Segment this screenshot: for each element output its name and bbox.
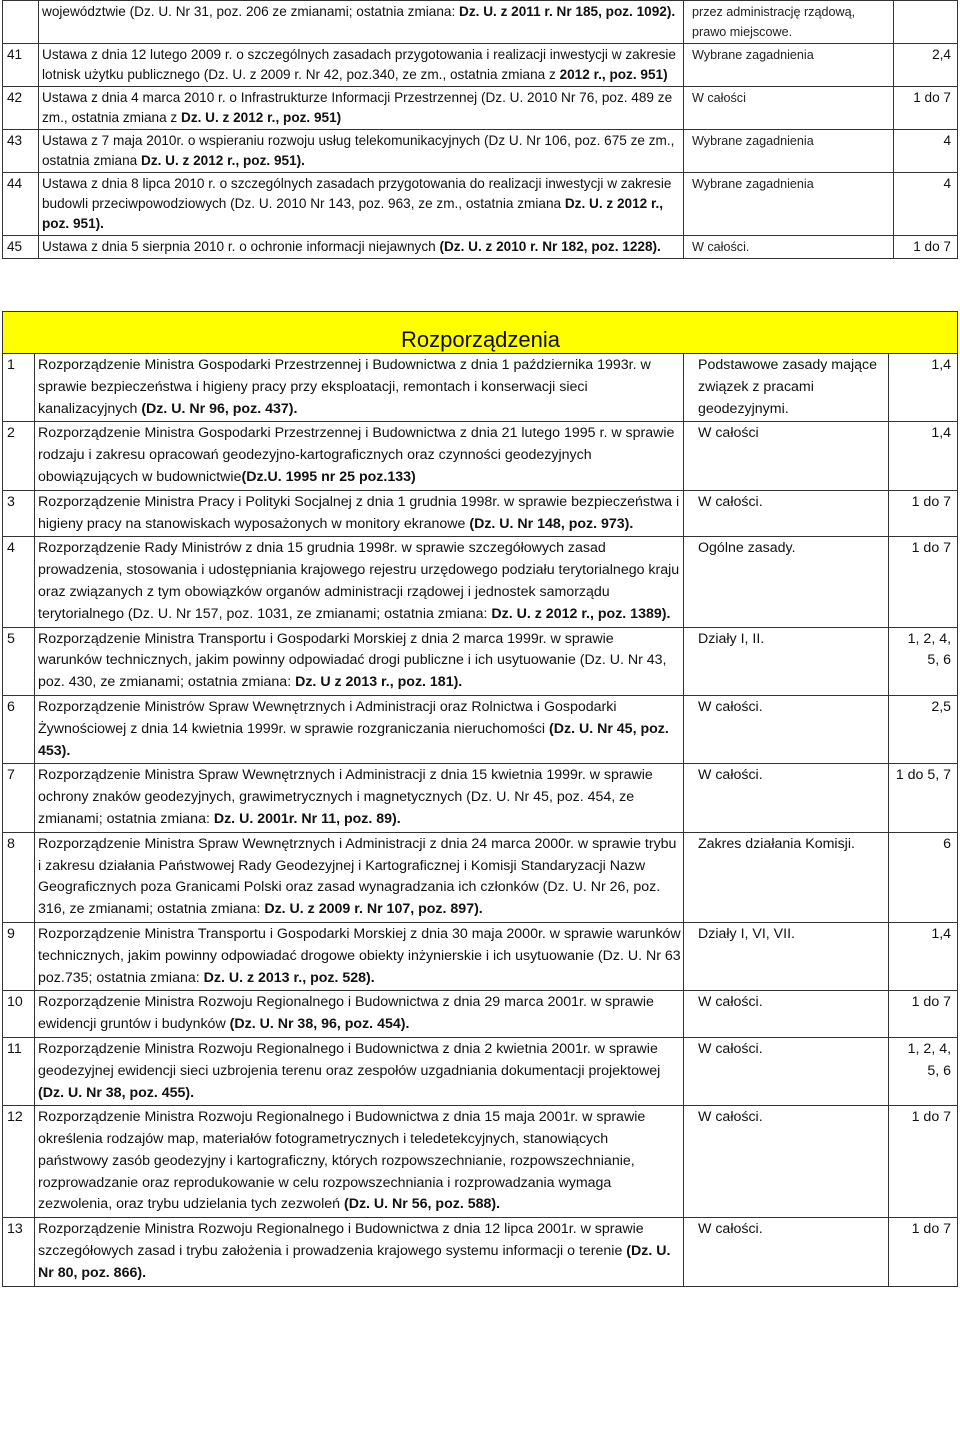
sections-cell: 1 do 7 — [894, 87, 958, 130]
act-title-text: Ustawa z dnia 5 sierpnia 2010 r. o ochronie informacji niejawnych — [42, 239, 440, 254]
sections-cell: 2,5 — [889, 695, 958, 763]
regulation-row — [3, 991, 958, 1038]
sections-cell: 1,4 — [889, 354, 958, 422]
scope-cell: W całości. — [684, 991, 889, 1038]
act-citation: Dz. U z 2013 r., poz. 181). — [295, 674, 463, 691]
act-title — [35, 1106, 684, 1218]
act-citation: Dz. U. z 2012 r., poz. 951) — [181, 110, 342, 125]
row-number: 6 — [3, 695, 35, 763]
row-number: 3 — [3, 490, 35, 537]
act-title — [35, 422, 684, 490]
act-title-text: Rozporządzenie Rady Ministrów z dnia 15 grudnia 1998r. w sprawie szczegółowych zasad prowadzenia, stosowania i udostępniania krajowego rejestru urzędowego podziału terytorialnego kraju oraz związanych z tym obowiązków organów administracji rządowej i jednostek samorządu terytorialnego (Dz. U. Nr 157, poz. 1031, ze zmianami; ostatnia zmiana: — [38, 540, 680, 622]
sections-cell: 1,4 — [889, 922, 958, 990]
regulation-row — [3, 922, 958, 990]
act-citation: Dz. U. z 2011 r. Nr 185, poz. 1092). — [459, 4, 676, 19]
act-citation: (Dz. U. Nr 80, poz. 866). — [38, 1243, 671, 1281]
law-row — [3, 130, 958, 173]
act-title — [39, 130, 684, 173]
sections-cell: 1, 2, 4, 5, 6 — [889, 627, 958, 695]
sections-cell: 1,4 — [889, 422, 958, 490]
scope-cell: W całości — [684, 87, 894, 130]
row-number: 2 — [3, 422, 35, 490]
regulation-row — [3, 354, 958, 422]
row-number — [3, 1, 39, 44]
act-title-text: Rozporządzenie Ministra Rozwoju Regionalnego i Budownictwa z dnia 2 kwietnia 2001r. w sprawie geodezyjnej ewidencji sieci uzbrojenia terenu oraz zespołów uzgadniania dokumentacji projektowej — [38, 1040, 661, 1079]
sections-cell: 2,4 — [894, 44, 958, 87]
act-title — [35, 764, 684, 832]
sections-cell: 1 do 7 — [889, 537, 958, 627]
regulation-row — [3, 1106, 958, 1218]
act-title — [35, 1218, 684, 1286]
row-number: 45 — [3, 236, 39, 259]
law-row — [3, 1, 958, 44]
act-citation: Dz. U. z 2013 r., poz. 528). — [203, 969, 375, 986]
regulations-heading-row — [3, 312, 958, 354]
act-title-text: Rozporządzenie Ministra Pracy i Polityki Socjalnej z dnia 1 grudnia 1998r. w sprawie bezpieczeństwa i higieny pracy na stanowiskach wyposażonych w monitory ekranowe — [38, 493, 680, 532]
scope-cell: Działy I, VI, VII. — [684, 922, 889, 990]
act-citation: (Dz. U. Nr 38, 96, poz. 454). — [229, 1016, 410, 1033]
scope-cell: Wybrane zagadnienia — [684, 44, 894, 87]
document-page — [2, 0, 957, 1287]
act-title — [35, 490, 684, 537]
regulation-row — [3, 832, 958, 922]
laws-table — [2, 0, 958, 259]
act-title-text: Rozporządzenie Ministra Rozwoju Regionalnego i Budownictwa z dnia 12 lipca 2001r. w sprawie szczegółowych zasad i trybu założenia i prowadzenia krajowego systemu informacji o terenie — [38, 1221, 644, 1260]
sections-cell: 1 do 7 — [889, 490, 958, 537]
row-number: 4 — [3, 537, 35, 627]
scope-cell: W całości. — [684, 490, 889, 537]
act-citation: 2012 r., poz. 951) — [559, 67, 668, 82]
scope-cell: W całości. — [684, 236, 894, 259]
act-title-text: Ustawa z dnia 8 lipca 2010 r. o szczególnych zasadach przygotowania do realizacji inwestycji w zakresie budowli przeciwpowodziowych (Dz. U. 2010 Nr 143, poz. 963, ze zm., ostatnia zmiana — [42, 176, 672, 211]
law-row — [3, 44, 958, 87]
regulation-row — [3, 1037, 958, 1105]
regulation-row — [3, 764, 958, 832]
act-title-text: Rozporządzenie Ministrów Spraw Wewnętrznych i Administracji oraz Rolnictwa i Gospodarki Żywnościowej z dnia 14 kwietnia 1999r. w sprawie rozgraniczania nieruchomości — [38, 698, 617, 737]
act-title-text: Rozporządzenie Ministra Gospodarki Przestrzennej i Budownictwa z dnia 21 lutego 1995 r. w sprawie rodzaju i zakresu opracowań geodezyjno-kartograficznych oraz czynności geodezyjnych obowiązujących w budownictwie — [38, 425, 675, 485]
act-title — [35, 1037, 684, 1105]
scope-cell: W całości. — [684, 695, 889, 763]
regulations-table — [2, 311, 958, 1287]
law-row — [3, 173, 958, 236]
sections-cell: 4 — [894, 130, 958, 173]
row-number: 12 — [3, 1106, 35, 1218]
sections-cell: 1 do 7 — [894, 236, 958, 259]
row-number: 5 — [3, 627, 35, 695]
act-title-text: Rozporządzenie Ministra Rozwoju Regionalnego i Budownictwa z dnia 15 maja 2001r. w sprawie określenia rodzajów map, materiałów fotogrametrycznych i teledetekcyjnych, stanowiących państwowy zasób geodezyjny i kartograficzny, których rozpowszechnianie, rozpowszechnianie, rozprowadzanie oraz reprodukowanie w celu rozpowszechniania i rozprowadzania wymaga zezwolenia, oraz trybu udzielania tych zezwoleń — [38, 1109, 646, 1213]
regulation-row — [3, 422, 958, 490]
regulation-row — [3, 695, 958, 763]
scope-cell: W całości. — [684, 764, 889, 832]
act-citation: (Dz. U. Nr 148, poz. 973). — [469, 515, 634, 532]
act-citation: (Dz.U. 1995 nr 25 poz.133) — [241, 468, 416, 485]
act-title — [35, 832, 684, 922]
act-citation: (Dz. U. Nr 56, poz. 588). — [343, 1196, 501, 1213]
sections-cell: 6 — [889, 832, 958, 922]
act-title — [39, 173, 684, 236]
regulation-row — [3, 627, 958, 695]
act-title-text: Rozporządzenie Ministra Transportu i Gospodarki Morskiej z dnia 2 marca 1999r. w sprawie warunków technicznych, jakim powinny odpowiadać drogi publiczne i ich usytuowanie (Dz. U. Nr 43, poz. 430, ze zmianami; ostatnia zmiana: — [38, 630, 667, 691]
regulation-row — [3, 490, 958, 537]
row-number: 44 — [3, 173, 39, 236]
row-number: 42 — [3, 87, 39, 130]
act-title — [35, 537, 684, 627]
sections-cell — [894, 1, 958, 44]
act-citation: Dz. U. 2001r. Nr 11, poz. 89). — [213, 810, 401, 827]
row-number: 8 — [3, 832, 35, 922]
act-citation: (Dz. U. Nr 45, poz. 453). — [38, 720, 669, 759]
act-title-text: Ustawa z dnia 12 lutego 2009 r. o szczególnych zasadach przygotowania i realizacji inwestycji w zakresie lotnisk użytku publicznego (Dz. U. z 2009 r. Nr 42, poz.340, ze zm., ostatnia zmiana z — [42, 47, 676, 82]
scope-cell: W całości — [684, 422, 889, 490]
act-citation: (Dz. U. Nr 96, poz. 437). — [141, 400, 298, 417]
act-title — [35, 922, 684, 990]
regulations-heading: Rozporządzenia — [3, 312, 958, 354]
act-title — [35, 627, 684, 695]
row-number: 10 — [3, 991, 35, 1038]
act-citation: (Dz. U. Nr 38, poz. 455). — [38, 1084, 195, 1101]
act-title — [39, 236, 684, 259]
row-number: 11 — [3, 1037, 35, 1105]
act-title-text: Ustawa z dnia 4 marca 2010 r. o Infrastrukturze Informacji Przestrzennej (Dz. U. 2010 Nr 76, poz. 489 ze zm., ostatnia zmiana z — [42, 90, 673, 125]
act-title-text: Rozporządzenie Ministra Rozwoju Regionalnego i Budownictwa z dnia 29 marca 2001r. w sprawie ewidencji gruntów i budynków — [38, 994, 654, 1033]
sections-cell: 1, 2, 4, 5, 6 — [889, 1037, 958, 1105]
scope-cell: Zakres działania Komisji. — [684, 832, 889, 922]
sections-cell: 1 do 7 — [889, 1106, 958, 1218]
row-number: 1 — [3, 354, 35, 422]
act-title — [35, 354, 684, 422]
scope-cell: W całości. — [684, 1218, 889, 1286]
sections-cell: 1 do 5, 7 — [889, 764, 958, 832]
law-row — [3, 87, 958, 130]
act-citation: (Dz. U. z 2010 r. Nr 182, poz. 1228). — [439, 239, 661, 254]
scope-cell: Wybrane zagadnienia — [684, 130, 894, 173]
scope-cell: W całości. — [684, 1106, 889, 1218]
act-title — [39, 44, 684, 87]
act-citation: Dz. U. z 2012 r., poz. 1389). — [491, 605, 671, 622]
sections-cell: 1 do 7 — [889, 1218, 958, 1286]
act-citation: Dz. U. z 2009 r. Nr 107, poz. 897). — [264, 901, 483, 918]
sections-cell: 1 do 7 — [889, 991, 958, 1038]
row-number: 13 — [3, 1218, 35, 1286]
scope-cell: W całości. — [684, 1037, 889, 1105]
act-citation: Dz. U. z 2012 r., poz. 951). — [141, 153, 305, 168]
regulation-row — [3, 537, 958, 627]
act-title-text: Rozporządzenie Ministra Gospodarki Przestrzennej i Budownictwa z dnia 1 października 1993r. w sprawie bezpieczeństwa i higieny pracy przy eksploatacji, remontach i konserwacji sieci kanalizacyjnych — [38, 357, 651, 417]
row-number: 43 — [3, 130, 39, 173]
scope-cell: Wybrane zagadnienia — [684, 173, 894, 236]
scope-cell: Ogólne zasady. — [684, 537, 889, 627]
row-number: 41 — [3, 44, 39, 87]
row-number: 7 — [3, 764, 35, 832]
act-citation: Dz. U. z 2012 r., poz. 951). — [42, 196, 664, 231]
scope-cell: przez administrację rządową, prawo miejscowe. — [684, 1, 894, 44]
regulation-row — [3, 1218, 958, 1286]
act-title-text: Rozporządzenie Ministra Spraw Wewnętrznych i Administracji z dnia 24 marca 2000r. w sprawie trybu i zakresu działania Państwowej Rady Geodezyjnej i Kartograficznej i Komisji Standaryzacji Nazw Geograficznych poza Granicami Polski oraz zasad wynagradzania ich członków (Dz. U. Nr 26, poz. 316, ze zmianami; ostatnia zmiana: — [38, 835, 677, 918]
act-title — [39, 1, 684, 44]
act-title — [35, 991, 684, 1038]
act-title-text: Ustawa z 7 maja 2010r. o wspieraniu rozwoju usług telekomunikacyjnych (Dz U. Nr 106, poz. 675 ze zm., ostatnia zmiana — [42, 133, 675, 168]
act-title — [39, 87, 684, 130]
act-title-text: województwie (Dz. U. Nr 31, poz. 206 ze zmianami; ostatnia zmiana: — [42, 4, 460, 19]
sections-cell: 4 — [894, 173, 958, 236]
scope-cell: Podstawowe zasady mające związek z pracami geodezyjnymi. — [684, 354, 889, 422]
act-title — [35, 695, 684, 763]
act-title-text: Rozporządzenie Ministra Spraw Wewnętrznych i Administracji z dnia 15 kwietnia 1999r. w sprawie ochrony znaków geodezyjnych, grawimetrycznych i magnetycznych (Dz. U. Nr 45, poz. 454, ze zmianami; ostatnia zmiana: — [38, 767, 653, 827]
row-number: 9 — [3, 922, 35, 990]
act-title-text: Rozporządzenie Ministra Transportu i Gospodarki Morskiej z dnia 30 maja 2000r. w sprawie warunków technicznych, jakim powinny odpowiadać drogowe obiekty inżynierskie i ich usytuowanie (Dz. U. Nr 63 poz.735; ostatnia zmiana: — [38, 925, 681, 986]
law-row — [3, 236, 958, 259]
scope-cell: Działy I, II. — [684, 627, 889, 695]
